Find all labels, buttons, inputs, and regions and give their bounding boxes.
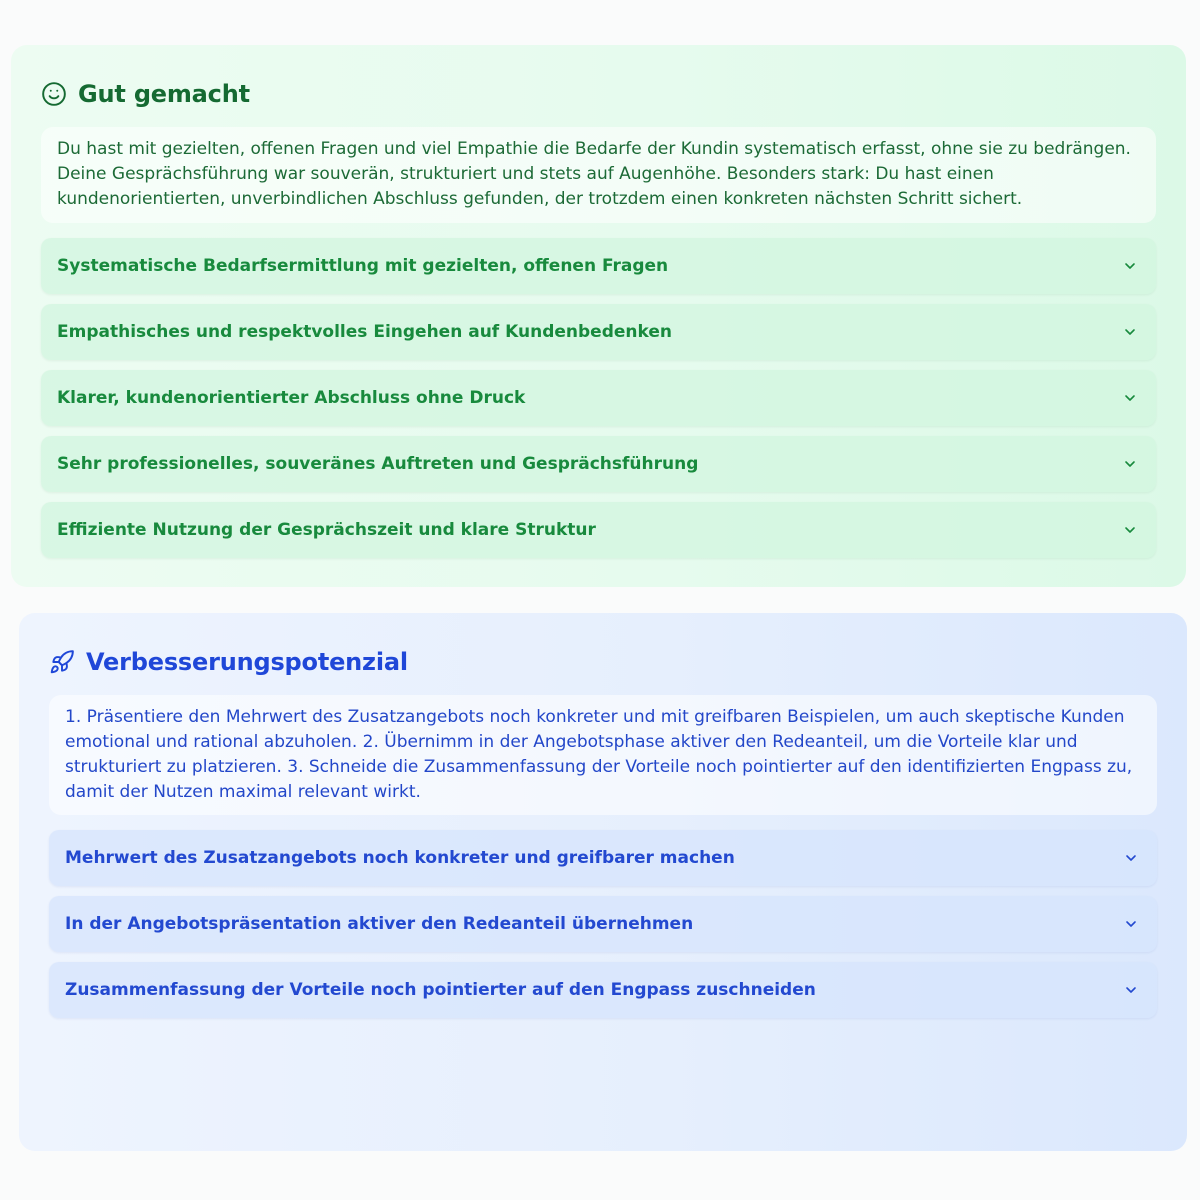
good-accordion-item[interactable] xyxy=(41,502,1156,558)
improve-accordion-item[interactable] xyxy=(49,962,1157,1018)
chevron-down-icon[interactable] xyxy=(1122,258,1138,274)
chevron-down-icon[interactable] xyxy=(1122,324,1138,340)
good-accordion-list xyxy=(41,238,1156,558)
smiley-icon xyxy=(41,81,67,107)
improve-card xyxy=(19,613,1187,1151)
good-card xyxy=(11,45,1186,587)
accordion-item-label: In der Angebotspräsentation aktiver den Redeanteil übernehmen xyxy=(65,914,694,934)
accordion-item-label: Sehr professionelles, souveränes Auftreten und Gesprächsführung xyxy=(57,454,699,474)
chevron-down-icon[interactable] xyxy=(1122,456,1138,472)
chevron-down-icon[interactable] xyxy=(1122,522,1138,538)
improve-summary: 1. Präsentiere den Mehrwert des Zusatzangebots noch konkreter und mit greifbaren Beispielen, um auch skeptische Kunden emotional und rational abzuholen. 2. Übernimm in der Angebotsphase aktiver den Redeanteil, um die Vorteile klar und strukturiert zu platzieren. 3. Schneide die Zusammenfassung der Vorteile noch pointierter auf den identifizierten Engpass zu, damit der Nutzen maximal relevant wirkt. xyxy=(49,695,1157,815)
accordion-item-label: Mehrwert des Zusatzangebots noch konkreter und greifbarer machen xyxy=(65,848,735,868)
good-accordion-item[interactable] xyxy=(41,370,1156,426)
accordion-item-label: Systematische Bedarfsermittlung mit gezielten, offenen Fragen xyxy=(57,256,669,276)
accordion-item-label: Empathisches und respektvolles Eingehen auf Kundenbedenken xyxy=(57,322,672,342)
good-accordion-item[interactable] xyxy=(41,238,1156,294)
accordion-item-label: Zusammenfassung der Vorteile noch pointierter auf den Engpass zuschneiden xyxy=(65,980,816,1000)
chevron-down-icon[interactable] xyxy=(1123,916,1139,932)
chevron-down-icon[interactable] xyxy=(1122,390,1138,406)
improve-accordion-item[interactable] xyxy=(49,896,1157,952)
improve-card-title: Verbesserungspotenzial xyxy=(86,648,408,676)
rocket-icon xyxy=(49,649,75,675)
good-summary: Du hast mit gezielten, offenen Fragen und viel Empathie die Bedarfe der Kundin systematisch erfasst, ohne sie zu bedrängen. Deine Gesprächsführung war souverän, strukturiert und stets auf Augenhöhe. Besonders stark: Du hast einen kundenorientierten, unverbindlichen Abschluss gefunden, der trotzdem einen konkreten nächsten Schritt sichert. xyxy=(41,127,1156,223)
improve-card-header xyxy=(49,647,1157,677)
good-accordion-item[interactable] xyxy=(41,304,1156,360)
good-card-header xyxy=(41,79,1156,109)
improve-accordion-item[interactable] xyxy=(49,830,1157,886)
accordion-item-label: Klarer, kundenorientierter Abschluss ohne Druck xyxy=(57,388,526,408)
improve-accordion-list xyxy=(49,830,1157,1018)
good-card-title: Gut gemacht xyxy=(78,80,250,108)
accordion-item-label: Effiziente Nutzung der Gesprächszeit und klare Struktur xyxy=(57,520,596,540)
chevron-down-icon[interactable] xyxy=(1123,982,1139,998)
good-accordion-item[interactable] xyxy=(41,436,1156,492)
chevron-down-icon[interactable] xyxy=(1123,850,1139,866)
